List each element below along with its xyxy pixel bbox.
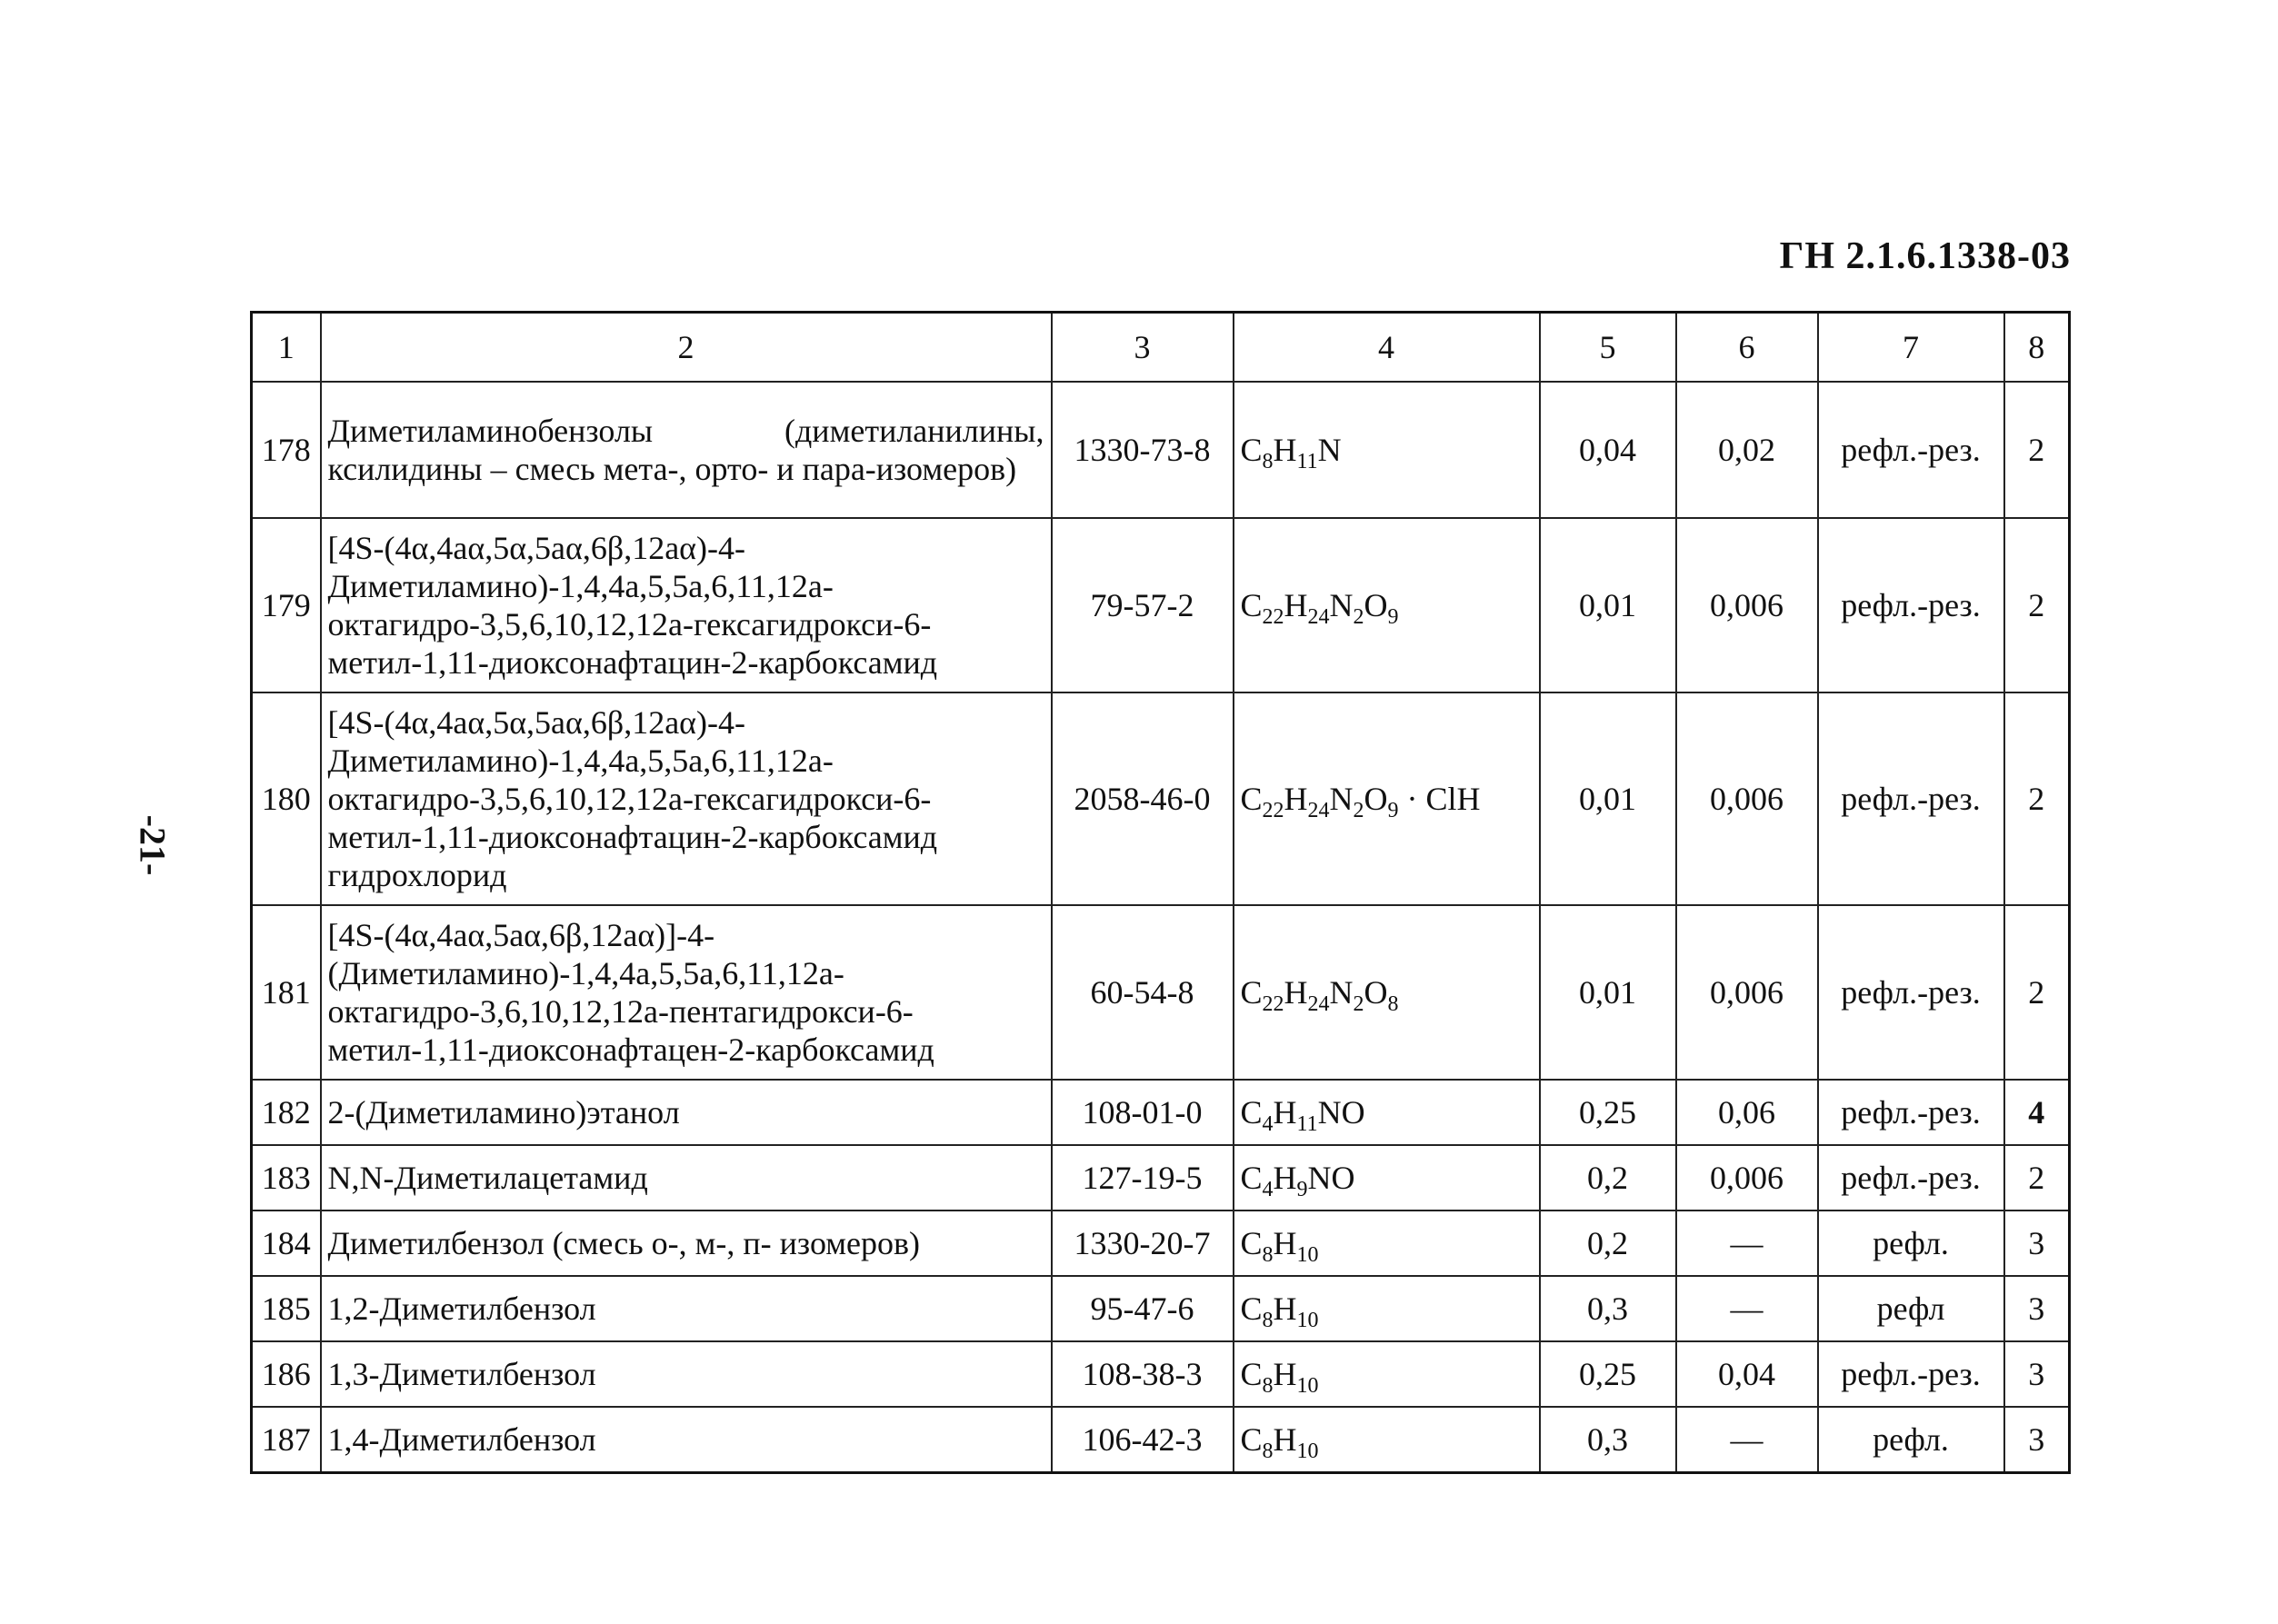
header-cell: 3 [1052,313,1234,383]
header-row [252,313,2070,383]
formula-part: H [1273,1290,1297,1327]
value-col6: 0,006 [1676,518,1818,692]
formula-subscript: 24 [1307,605,1330,629]
aggregate-state: рефл.-рез. [1818,905,2004,1080]
row-number: 186 [252,1341,321,1407]
value-col5: 0,2 [1540,1145,1676,1211]
cas-number: 60-54-8 [1052,905,1234,1080]
formula-subscript: 24 [1307,799,1330,822]
table-row [252,1211,2070,1276]
cas-number: 106-42-3 [1052,1407,1234,1472]
substance-name: 1,3-Диметилбензол [321,1341,1052,1407]
page-number: -21- [132,814,174,876]
aggregate-state: рефл.-рез. [1818,1341,2004,1407]
hazard-class: 2 [2004,692,2070,905]
formula-part: H [1273,1160,1297,1196]
formula-subscript: 10 [1296,1374,1319,1398]
header-cell: 2 [321,313,1052,383]
table-row [252,1080,2070,1145]
chemical-formula [1234,1145,1540,1211]
row-number: 184 [252,1211,321,1276]
formula-subscript: 8 [1262,1243,1274,1267]
cas-number: 2058-46-0 [1052,692,1234,905]
formula-subscript: 8 [1262,1439,1274,1463]
aggregate-state: рефл.-рез. [1818,382,2004,518]
formula-part: C [1240,974,1263,1011]
hazard-class: 2 [2004,1145,2070,1211]
formula-subscript: 9 [1387,799,1399,822]
cas-number: 95-47-6 [1052,1276,1234,1341]
formula-subscript: 4 [1262,1178,1274,1201]
substance-name: N,N-Диметилацетамид [321,1145,1052,1211]
chemical-formula [1234,1407,1540,1472]
aggregate-state: рефл. [1818,1211,2004,1276]
row-number: 185 [252,1276,321,1341]
chemical-formula [1234,1341,1540,1407]
header-cell: 6 [1676,313,1818,383]
value-col6: 0,02 [1676,382,1818,518]
row-number: 181 [252,905,321,1080]
chemical-formula [1234,1211,1540,1276]
row-number: 179 [252,518,321,692]
value-col5: 0,01 [1540,905,1676,1080]
hazard-class: 3 [2004,1276,2070,1341]
formula-part: C [1240,1420,1263,1458]
formula-part: C [1240,1094,1263,1131]
formula-subscript: 4 [1262,1112,1274,1136]
table-row [252,692,2070,905]
table-row [252,1276,2070,1341]
cas-number: 127-19-5 [1052,1145,1234,1211]
chemical-formula [1234,382,1540,518]
chemical-formula [1234,905,1540,1080]
formula-part: N [1317,432,1342,468]
row-number: 178 [252,382,321,518]
value-col5: 0,3 [1540,1276,1676,1341]
value-col6: — [1676,1276,1818,1341]
table-row [252,1145,2070,1211]
formula-part: H [1284,781,1308,817]
substance-name: 1,4-Диметилбензол [321,1407,1052,1472]
formula-subscript: 10 [1296,1439,1319,1463]
formula-part: NO [1307,1160,1355,1196]
substance-name: 2-(Диметиламино)этанол [321,1080,1052,1145]
formula-part: H [1273,1356,1297,1392]
substance-name: Диметилбензол (смесь о-, м-, п- изомеров) [321,1211,1052,1276]
table-row [252,905,2070,1080]
value-col6: — [1676,1211,1818,1276]
chemical-formula [1234,1276,1540,1341]
formula-part: H [1273,1225,1297,1261]
substances-table [250,311,2071,1474]
formula-part: NO [1317,1094,1365,1131]
header-cell: 4 [1234,313,1540,383]
formula-part: H [1273,1420,1297,1458]
formula-subscript: 9 [1296,1178,1308,1201]
header-cell: 8 [2004,313,2070,383]
formula-part: C [1240,432,1263,468]
formula-subscript: 2 [1353,605,1364,629]
row-number: 183 [252,1145,321,1211]
table-row [252,382,2070,518]
cas-number: 1330-20-7 [1052,1211,1234,1276]
formula-subscript: 22 [1262,992,1284,1016]
chemical-formula [1234,692,1540,905]
value-col5: 0,04 [1540,382,1676,518]
hazard-class: 2 [2004,518,2070,692]
aggregate-state: рефл.-рез. [1818,518,2004,692]
header-cell: 1 [252,313,321,383]
aggregate-state: рефл.-рез. [1818,1145,2004,1211]
formula-subscript: 9 [1387,605,1399,629]
formula-subscript: 8 [1262,450,1274,473]
document-code: ГН 2.1.6.1338-03 [1779,235,2071,277]
value-col5: 0,3 [1540,1407,1676,1472]
formula-part: N [1329,587,1354,623]
row-number: 180 [252,692,321,905]
value-col5: 0,25 [1540,1080,1676,1145]
formula-subscript: 10 [1296,1309,1319,1332]
formula-part: C [1240,781,1263,817]
formula-subscript: 8 [1262,1374,1274,1398]
formula-part: O [1364,781,1388,817]
hazard-class: 3 [2004,1211,2070,1276]
formula-part: H [1273,1094,1297,1131]
formula-part: C [1240,1356,1263,1392]
hazard-class: 4 [2004,1080,2070,1145]
aggregate-state: рефл.-рез. [1818,692,2004,905]
chemical-formula [1234,1080,1540,1145]
value-col6: 0,006 [1676,1145,1818,1211]
formula-subscript: 10 [1296,1243,1319,1267]
table-row [252,1341,2070,1407]
substance-name: Диметиламинобензолы (диметиланилины, ксилидины – смесь мета-, орто- и пара-изомеров) [321,382,1052,518]
header-cell: 5 [1540,313,1676,383]
formula-part: N [1329,974,1354,1011]
formula-subscript: 11 [1296,450,1318,473]
formula-part: O [1364,974,1388,1011]
formula-subscript: 8 [1262,1309,1274,1332]
formula-subscript: 8 [1387,992,1399,1016]
formula-part: C [1240,1290,1263,1327]
value-col6: 0,006 [1676,905,1818,1080]
hazard-class: 3 [2004,1341,2070,1407]
value-col6: 0,06 [1676,1080,1818,1145]
formula-subscript: 22 [1262,605,1284,629]
aggregate-state: рефл. [1818,1407,2004,1472]
formula-subscript: 22 [1262,799,1284,822]
formula-part: O [1364,587,1388,623]
cas-number: 108-38-3 [1052,1341,1234,1407]
header-cell: 7 [1818,313,2004,383]
formula-part: C [1240,1225,1263,1261]
formula-part: N [1329,781,1354,817]
value-col6: — [1676,1407,1818,1472]
row-number: 187 [252,1407,321,1472]
formula-subscript: 2 [1353,799,1364,822]
aggregate-state: рефл.-рез. [1818,1080,2004,1145]
table-body [252,382,2070,1472]
aggregate-state: рефл [1818,1276,2004,1341]
substance-name: 1,2-Диметилбензол [321,1276,1052,1341]
row-number: 182 [252,1080,321,1145]
cas-number: 79-57-2 [1052,518,1234,692]
formula-subscript: 2 [1353,992,1364,1016]
value-col6: 0,04 [1676,1341,1818,1407]
chemical-formula [1234,518,1540,692]
cas-number: 1330-73-8 [1052,382,1234,518]
cas-number: 108-01-0 [1052,1080,1234,1145]
formula-part: H [1284,974,1308,1011]
substance-name: [4S-(4α,4aα,5aα,6β,12aα)]-4-(Диметиламино)-1,4,4a,5,5a,6,11,12a-октагидро-3,6,10,12,12a-пентагидрокси-6-метил-1,11-диоксонафтацен-2-карбоксамид [321,905,1052,1080]
formula-part: · ClH [1398,781,1481,817]
formula-part: H [1273,432,1297,468]
formula-part: H [1284,587,1308,623]
hazard-class: 2 [2004,382,2070,518]
value-col5: 0,2 [1540,1211,1676,1276]
substance-name: [4S-(4α,4aα,5α,5aα,6β,12aα)-4-Диметиламино)-1,4,4a,5,5a,6,11,12a-октагидро-3,5,6,10,12,12a-гексагидрокси-6-метил-1,11-диоксонафтацин-2-карбоксамид гидрохлорид [321,692,1052,905]
formula-part: C [1240,1160,1263,1196]
value-col5: 0,01 [1540,692,1676,905]
value-col5: 0,01 [1540,518,1676,692]
formula-part: C [1240,587,1263,623]
hazard-class: 3 [2004,1407,2070,1472]
value-col6: 0,006 [1676,692,1818,905]
formula-subscript: 11 [1296,1112,1318,1136]
table-row [252,518,2070,692]
formula-subscript: 24 [1307,992,1330,1016]
table-row [252,1407,2070,1472]
hazard-class: 2 [2004,905,2070,1080]
substance-name: [4S-(4α,4aα,5α,5aα,6β,12aα)-4-Диметиламино)-1,4,4a,5,5a,6,11,12a-октагидро-3,5,6,10,12,12a-гексагидрокси-6-метил-1,11-диоксонафтацин-2-карбоксамид [321,518,1052,692]
value-col5: 0,25 [1540,1341,1676,1407]
